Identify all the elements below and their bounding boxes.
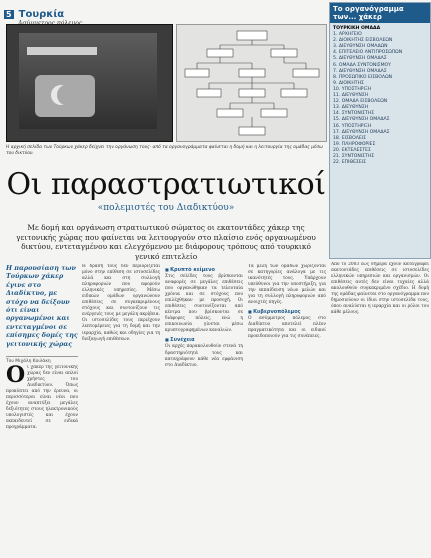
column-text: Η δράση τους δεν περιορίζεται μόνο στην επίθεση σε ιστοσελίδες αλλά και στη συλλογή πληροφοριών που αφορούν ελληνικές υπηρεσίες. Μέσω ειδικών ομάδων οργανώνουν επιθέσεις σε συγκεκριμένους στόχους και συντονίζουν τις ενέργειές τους με μεγάλη ακρίβεια. Οι ιστοσελίδες τους περιέχουν λεπτομέρειες για τη δομή και την ιεραρχία, καθώς και οδηγίες για τη διεξαγωγή επιθέσεων. (82, 264, 160, 342)
pull-quote: Η παρουσίαση των Τούρκων χάκερ έγινε στο Διαδίκτυο, με στόχο να δείξουν ότι είναι οργανωμένοι και εντεταγμένοι σε επίσημες δομές της γειτονικής χώρας (6, 264, 78, 348)
organogram-diagram (176, 24, 327, 142)
article-column-right (331, 262, 429, 556)
article-column-3 (165, 264, 243, 557)
column-text: Οι αρχές παρακολουθούν στενά τη δραστηριότητά τους και καταγράφουν κάθε νέα εμφάνιση στο Διαδίκτυο. (165, 344, 243, 368)
list-item: 17. ΔΙΕΥΘΥΝΣΗ ΟΜΑΔΑΣ (333, 129, 390, 135)
byline: Του Μιχάλη Κοιλάκη (6, 356, 78, 364)
list-item: 7. ΔΙΕΥΘΥΝΣΗ ΟΜΑΔΑΣ (333, 68, 387, 74)
list-item: 12. ΟΜΑΔΑ ΕΙΣΒΟΛΕΩΝ (333, 99, 388, 105)
article-column-4 (248, 264, 326, 557)
list-item: ΤΟΥΡΚΙΚΗ ΟΜΑΔΑ (333, 26, 381, 31)
section-number: 5 (6, 10, 12, 19)
sidebar-title: Το οργανόγραμμα των... χάκερ (330, 3, 430, 23)
photo-caption: Η αρχική σελίδα των Τούρκων χάκερ δείχνει την οργάνωση τους· από τα οργανογράμματα φαίνεται η δομή και η λειτουργία της ομάδας μέσω του δικτύου. (6, 145, 323, 156)
list-item: 19. ΠΛΗΡΟΦΟΡΙΕΣ (333, 141, 376, 147)
crescent-shadow (57, 85, 75, 105)
column-subheading: ■ Κυβερνοπόλεμος (248, 309, 326, 315)
column-text: Τα μέλη των ομάδων χωρίζονται σε κατηγορίες ανάλογα με τις ικανότητές τους. Υπάρχουν υπεύθυνοι για την υποστήριξη, για την εκπαίδευση νέων μελών και για τη συλλογή πληροφοριών από ανοιχτές πηγές. (248, 264, 326, 306)
list-item: 18. ΕΙΣΒΟΛΕΙΣ (333, 135, 366, 141)
list-item: 20. ΕΚΤΕΛΕΣΤΕΣ (333, 147, 371, 153)
organogram-list (330, 23, 430, 169)
column-subheading: ■ Συνέχεια (165, 337, 243, 343)
column-subheading: ■ Κρυπτό κείμενο (165, 267, 243, 273)
list-item: 21. ΣΥΝΤΟΝΙΣΤΗΣ (333, 153, 375, 159)
list-item: 8. ΠΡΟΣΩΠΙΚΟ ΕΙΣΒΟΛΩΝ (333, 74, 393, 80)
article-column-1 (6, 365, 78, 557)
subheadline: «πολεμιστές του Διαδικτύου» (97, 203, 235, 213)
drop-cap: Ο (6, 365, 26, 388)
column-text: Στις σελίδες τους βρίσκονται αναφορές σε μεγάλες επιθέσεις που οργανώθηκαν τα τελευταία χρόνια και σε στόχους που επιλέχθηκαν με προσοχή. Οι επιθέσεις συντονίζονται από κέντρα που βρίσκονται σε διάφορες πόλεις, ενώ η επικοινωνία γίνεται μέσω κρυπτογραφημένων καναλιών. (165, 274, 243, 334)
screen-banner (27, 47, 97, 55)
column-text: ι χάκερ της γειτονικής χώρας δεν είναι απλοί χρήστες του Διαδικτύου. Όπως προκύπτει από την έρευνα, οι περισσότεροι είναι νέοι που έχουν αναπτύξει μεγάλες δεξιότητες στους ηλεκτρονικούς υπολογιστές και έχουν εκπαιδευτεί σε ειδικά προγράμματα. (6, 365, 78, 431)
list-item: 16. ΥΠΟΣΤΗΡΙΞΗ (333, 123, 372, 129)
organogram-svg (177, 25, 326, 141)
article-column-2 (82, 264, 160, 557)
headline: Οι παραστρατιωτικοί (6, 167, 326, 202)
list-item: 1. ΑΡΧΗΓΕΙΟ (333, 32, 362, 38)
list-item: 6. ΟΜΑΔΑ ΣΥΝΤΟΝΙΣΜΟΥ (333, 62, 391, 68)
list-item: 11. ΔΙΕΥΘΥΝΣΗ (333, 93, 369, 99)
list-item: 22. ΕΠΙΘΕΣΕΙΣ (333, 160, 367, 166)
list-item: 10. ΥΠΟΣΤΗΡΙΞΗ (333, 86, 372, 92)
organogram-sidebar (329, 2, 431, 259)
column-text: Ο ασύμμετρος πόλεμος στο Διαδίκτυο αποτελεί πλέον πραγματικότητα και οι ειδικοί προειδοποιούν για τις συνέπειες. (248, 316, 326, 340)
list-item: 4. ΕΠΙΤΕΛΕΙΟ ΑΝΤΙΠΡΟΣΩΠΩΝ (333, 50, 403, 56)
list-item: 14. ΣΥΝΤΟΝΙΣΤΗΣ (333, 111, 375, 117)
list-item: 2. ΔΙΟΙΚΗΤΗΣ ΕΙΣΒΟΛΕΩΝ (333, 38, 393, 44)
column-text: Από το 2003 έως σήμερα έχουν καταγραφεί εκατοντάδες επιθέσεις σε ιστοσελίδες ελληνικών υπηρεσιών και οργανισμών. Οι επιθέσεις αυτές δεν είναι τυχαίες αλλά ακολουθούν συγκεκριμένο σχέδιο. Η δομή της ομάδας φαίνεται στο οργανόγραμμα που δημοσιεύουν οι ίδιοι στην ιστοσελίδα τους, όπου αναλύεται η ιεραρχία και οι ρόλοι του κάθε μέλους. (331, 262, 429, 316)
list-item: 15. ΔΙΕΥΘΥΝΣΗ ΟΜΑΔΑΣ (333, 117, 390, 123)
list-item: 9. ΔΙΟΙΚΗΤΗΣ (333, 80, 364, 86)
list-item: 5. ΔΙΕΥΘΥΝΣΗ ΟΜΑΔΑΣ (333, 56, 387, 62)
section-title: Τουρκία (18, 9, 65, 20)
lede: Με δομή και οργάνωση στρατιωτικού σώματος οι εκατοντάδες χάκερ της γειτονικής χώρας που φαίνεται να λειτουργούν στο πλαίσιο ενός οργανωμένου δικτύου, εντεταγμένου και ελεγχόμενου με διάφορους τρόπους από τουρκικό γενικό επιτελείο (16, 223, 316, 261)
list-item: 3. ΔΙΕΥΘΥΝΣΗ ΟΜΑΔΩΝ (333, 44, 388, 50)
list-item: 13. ΔΙΕΥΘΥΝΣΗ (333, 105, 369, 111)
website-screenshot-photo (6, 24, 173, 142)
